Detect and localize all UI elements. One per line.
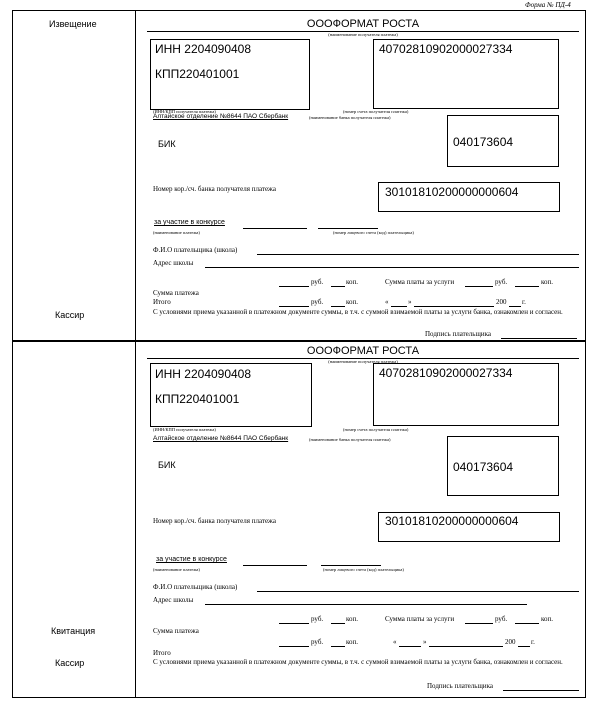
corr-account-label: Номер кор./сч. банка получателя платежа — [153, 185, 276, 193]
corr-account-value: 30101810200000000604 — [385, 185, 519, 199]
payment-purpose: за участие в конкурсе — [156, 556, 227, 563]
date-year-line — [518, 646, 530, 647]
fee-rub-line — [465, 286, 493, 287]
account-value: 40702810902000027334 — [379, 42, 513, 56]
total-kop-line — [331, 306, 345, 307]
recipient-name: ОООФОРМАТ РОСТА — [306, 18, 420, 30]
date-close-quote: » — [408, 298, 412, 306]
total-kop: коп. — [346, 638, 359, 646]
stub-divider — [135, 342, 136, 697]
bik-value: 040173604 — [453, 135, 514, 149]
personal-account-line — [321, 565, 381, 566]
form-number: Форма № ПД-4 — [525, 1, 571, 9]
date-month-line — [429, 646, 503, 647]
date-open-quote: « — [393, 638, 397, 646]
sum-kop-line — [331, 286, 345, 287]
date-month-line — [414, 306, 494, 307]
fee-label: Сумма платы за услуги — [385, 615, 455, 623]
signature-line — [501, 338, 577, 339]
sum-rub: руб. — [311, 278, 324, 286]
bank-caption: (наименование банка получателя платежа) — [309, 115, 391, 120]
fee-rub: руб. — [495, 278, 508, 286]
bank-name: Алтайское отделение №8644 ПАО Сбербанк — [153, 435, 289, 442]
signature-label: Подпись плательщика — [427, 682, 494, 690]
total-label: Итого — [153, 649, 171, 657]
sum-kop: коп. — [346, 615, 359, 623]
payer-line — [257, 254, 579, 255]
sum-kop: коп. — [346, 278, 359, 286]
inn-kpp-caption: (ИНН/КПП получателя платежа) — [153, 427, 216, 432]
sum-rub-line — [279, 623, 309, 624]
date-close-quote: » — [423, 638, 427, 646]
recipient-name-caption: (наименование получателя платежа) — [328, 359, 398, 364]
date-open-quote: « — [385, 298, 389, 306]
bik-label: БИК — [158, 460, 176, 470]
bank-caption: (наименование банка получателя платежа) — [309, 437, 391, 442]
total-kop: коп. — [346, 298, 359, 306]
kpp-value: КПП220401001 — [155, 392, 240, 406]
inn-value: ИНН 2204090408 — [155, 367, 252, 381]
address-line — [205, 267, 579, 268]
inn-kpp-caption: (ИНН/КПП получателя платежа) — [153, 109, 216, 114]
terms-text: С условиями приема указанной в платежном документе суммы, в т.ч. с суммой взимаемой платы за услуги банка, ознакомлен и согласен. — [153, 308, 563, 316]
date-year-line — [509, 306, 521, 307]
date-year-suffix: г. — [531, 638, 535, 646]
signature-label: Подпись плательщика — [425, 330, 492, 338]
total-rub-line — [279, 306, 309, 307]
purpose-caption: (наименование платежа) — [153, 567, 200, 572]
bank-name: Алтайское отделение №8644 ПАО Сбербанк — [153, 113, 289, 120]
cashier-label: Кассир — [55, 658, 85, 668]
date-year-suffix: г. — [522, 298, 526, 306]
date-day-line — [391, 306, 407, 307]
address-label: Адрес школы — [153, 596, 194, 604]
fee-rub-line — [465, 623, 493, 624]
bik-label: БИК — [158, 139, 176, 149]
total-rub: руб. — [311, 298, 324, 306]
address-label: Адрес школы — [153, 259, 194, 267]
sum-label: Сумма платежа — [153, 627, 199, 635]
fee-kop: коп. — [541, 278, 554, 286]
sum-kop-line — [331, 623, 345, 624]
fee-rub: руб. — [495, 615, 508, 623]
fee-label: Сумма платы за услуги — [385, 278, 455, 286]
purpose-caption: (наименование платежа) — [153, 230, 200, 235]
fee-kop-line — [515, 286, 539, 287]
stub-divider — [135, 11, 136, 340]
address-line — [205, 604, 527, 605]
recipient-name: ОООФОРМАТ РОСТА — [306, 345, 420, 357]
bik-value: 040173604 — [453, 460, 514, 474]
fee-kop-line — [515, 623, 539, 624]
corr-account-label: Номер кор./сч. банка получателя платежа — [153, 517, 276, 525]
fee-kop: коп. — [541, 615, 554, 623]
sum-rub: руб. — [311, 615, 324, 623]
date-year: 200 — [505, 638, 516, 646]
terms-text: С условиями приема указанной в платежном документе суммы, в т.ч. с суммой взимаемой платы за услуги банка, ознакомлен и согласен. — [153, 658, 563, 666]
signature-line — [503, 690, 579, 691]
recipient-name-caption: (наименование получателя платежа) — [328, 32, 398, 37]
inn-value: ИНН 2204090408 — [155, 42, 252, 56]
date-year: 200 — [496, 298, 507, 306]
sum-rub-line — [279, 286, 309, 287]
personal-account-caption: (номер лицевого счета (код) плательщика) — [333, 230, 414, 235]
receipt-section — [12, 341, 586, 698]
personal-account-caption: (номер лицевого счета (код) плательщика) — [323, 567, 404, 572]
cashier-label: Кассир — [55, 310, 85, 320]
date-day-line — [399, 646, 421, 647]
total-label: Итого — [153, 298, 171, 306]
kpp-value: КПП220401001 — [155, 67, 240, 81]
notice-section — [12, 10, 586, 341]
payment-purpose: за участие в конкурсе — [154, 219, 225, 226]
total-rub-line — [279, 646, 309, 647]
purpose-line — [243, 228, 307, 229]
personal-account-line — [318, 228, 378, 229]
account-caption: (номер счета получателя платежа) — [343, 427, 409, 432]
purpose-line — [243, 565, 307, 566]
account-caption: (номер счета получателя платежа) — [343, 109, 409, 114]
payer-label: Ф.И.О плательщика (школа) — [153, 246, 238, 254]
sum-label: Сумма платежа — [153, 289, 199, 297]
payer-line — [257, 591, 579, 592]
corr-account-value: 30101810200000000604 — [385, 514, 519, 528]
receipt-label: Квитанция — [51, 626, 96, 636]
total-kop-line — [331, 646, 345, 647]
total-rub: руб. — [311, 638, 324, 646]
payer-label: Ф.И.О плательщика (школа) — [153, 583, 238, 591]
notice-label: Извещение — [49, 19, 97, 29]
account-value: 40702810902000027334 — [379, 366, 513, 380]
